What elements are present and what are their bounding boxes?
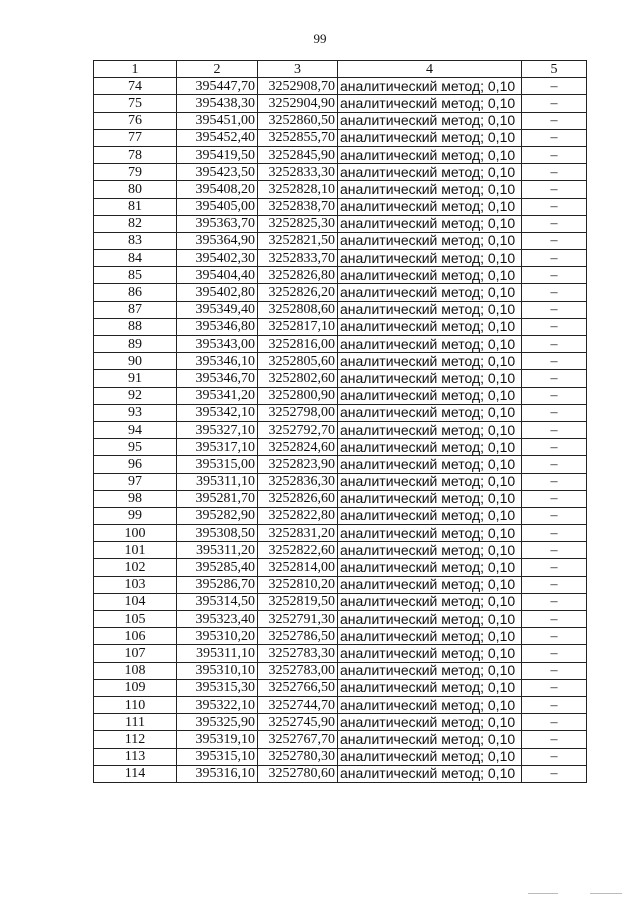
table-row [94, 611, 587, 628]
cell-method-accuracy: аналитический метод; 0,10 [338, 576, 522, 593]
cell-y-coordinate: 3252791,30 [258, 611, 338, 628]
cell-y-coordinate: 3252814,00 [258, 559, 338, 576]
cell-method-accuracy: аналитический метод; 0,10 [338, 95, 522, 112]
cell-method-accuracy: аналитический метод; 0,10 [338, 232, 522, 249]
cell-description: – [522, 593, 587, 610]
cell-point-number: 95 [94, 439, 177, 456]
table-row [94, 404, 587, 421]
cell-y-coordinate: 3252744,70 [258, 696, 338, 713]
cell-y-coordinate: 3252833,70 [258, 250, 338, 267]
cell-method-accuracy: аналитический метод; 0,10 [338, 714, 522, 731]
cell-method-accuracy: аналитический метод; 0,10 [338, 542, 522, 559]
cell-method-accuracy: аналитический метод; 0,10 [338, 404, 522, 421]
cell-y-coordinate: 3252780,60 [258, 765, 338, 782]
cell-description: – [522, 662, 587, 679]
cell-y-coordinate: 3252824,60 [258, 439, 338, 456]
cell-description: – [522, 387, 587, 404]
cell-y-coordinate: 3252823,90 [258, 456, 338, 473]
cell-point-number: 113 [94, 748, 177, 765]
cell-point-number: 93 [94, 404, 177, 421]
page-number: 99 [313, 31, 327, 46]
cell-method-accuracy: аналитический метод; 0,10 [338, 301, 522, 318]
cell-point-number: 80 [94, 181, 177, 198]
cell-description: – [522, 404, 587, 421]
cell-x-coordinate: 395285,40 [177, 559, 258, 576]
cell-x-coordinate: 395311,10 [177, 645, 258, 662]
cell-point-number: 96 [94, 456, 177, 473]
cell-x-coordinate: 395405,00 [177, 198, 258, 215]
cell-point-number: 107 [94, 645, 177, 662]
cell-method-accuracy: аналитический метод; 0,10 [338, 507, 522, 524]
cell-method-accuracy: аналитический метод; 0,10 [338, 679, 522, 696]
table-row [94, 129, 587, 146]
cell-point-number: 84 [94, 250, 177, 267]
table-row [94, 679, 587, 696]
cell-x-coordinate: 395342,10 [177, 404, 258, 421]
column-header-x-coordinate: 2 [177, 61, 258, 78]
cell-description: – [522, 765, 587, 782]
cell-method-accuracy: аналитический метод; 0,10 [338, 439, 522, 456]
cell-point-number: 75 [94, 95, 177, 112]
cell-method-accuracy: аналитический метод; 0,10 [338, 146, 522, 163]
cell-x-coordinate: 395451,00 [177, 112, 258, 129]
cell-method-accuracy: аналитический метод; 0,10 [338, 525, 522, 542]
cell-description: – [522, 301, 587, 318]
cell-method-accuracy: аналитический метод; 0,10 [338, 662, 522, 679]
cell-point-number: 86 [94, 284, 177, 301]
cell-y-coordinate: 3252766,50 [258, 679, 338, 696]
table-row [94, 215, 587, 232]
cell-x-coordinate: 395282,90 [177, 507, 258, 524]
cell-description: – [522, 421, 587, 438]
cell-method-accuracy: аналитический метод; 0,10 [338, 559, 522, 576]
cell-description: – [522, 353, 587, 370]
cell-x-coordinate: 395323,40 [177, 611, 258, 628]
cell-description: – [522, 250, 587, 267]
table-row [94, 645, 587, 662]
cell-point-number: 92 [94, 387, 177, 404]
cell-description: – [522, 198, 587, 215]
cell-description: – [522, 490, 587, 507]
column-header-method-accuracy: 4 [338, 61, 522, 78]
cell-point-number: 99 [94, 507, 177, 524]
cell-point-number: 106 [94, 628, 177, 645]
cell-point-number: 114 [94, 765, 177, 782]
column-header-description: 5 [522, 61, 587, 78]
cell-y-coordinate: 3252819,50 [258, 593, 338, 610]
cell-x-coordinate: 395315,10 [177, 748, 258, 765]
cell-y-coordinate: 3252822,60 [258, 542, 338, 559]
cell-point-number: 104 [94, 593, 177, 610]
table-row [94, 387, 587, 404]
cell-x-coordinate: 395419,50 [177, 146, 258, 163]
table-row [94, 198, 587, 215]
cell-y-coordinate: 3252802,60 [258, 370, 338, 387]
cell-description: – [522, 714, 587, 731]
cell-y-coordinate: 3252836,30 [258, 473, 338, 490]
cell-y-coordinate: 3252792,70 [258, 421, 338, 438]
cell-point-number: 112 [94, 731, 177, 748]
cell-point-number: 83 [94, 232, 177, 249]
cell-description: – [522, 370, 587, 387]
table-row [94, 714, 587, 731]
cell-description: – [522, 628, 587, 645]
cell-method-accuracy: аналитический метод; 0,10 [338, 336, 522, 353]
cell-point-number: 81 [94, 198, 177, 215]
cell-method-accuracy: аналитический метод; 0,10 [338, 731, 522, 748]
cell-method-accuracy: аналитический метод; 0,10 [338, 421, 522, 438]
cell-y-coordinate: 3252810,20 [258, 576, 338, 593]
cell-method-accuracy: аналитический метод; 0,10 [338, 267, 522, 284]
cell-method-accuracy: аналитический метод; 0,10 [338, 611, 522, 628]
table-row [94, 490, 587, 507]
cell-x-coordinate: 395310,10 [177, 662, 258, 679]
table-row [94, 112, 587, 129]
cell-y-coordinate: 3252783,00 [258, 662, 338, 679]
cell-point-number: 82 [94, 215, 177, 232]
cell-x-coordinate: 395452,40 [177, 129, 258, 146]
cell-y-coordinate: 3252808,60 [258, 301, 338, 318]
cell-point-number: 101 [94, 542, 177, 559]
table-row [94, 146, 587, 163]
table-row [94, 507, 587, 524]
cell-description: – [522, 112, 587, 129]
cell-point-number: 102 [94, 559, 177, 576]
cell-point-number: 111 [94, 714, 177, 731]
cell-description: – [522, 215, 587, 232]
cell-x-coordinate: 395315,00 [177, 456, 258, 473]
cell-x-coordinate: 395310,20 [177, 628, 258, 645]
table-row [94, 731, 587, 748]
table-row [94, 628, 587, 645]
cell-y-coordinate: 3252786,50 [258, 628, 338, 645]
cell-x-coordinate: 395286,70 [177, 576, 258, 593]
column-header-y-coordinate: 3 [258, 61, 338, 78]
cell-x-coordinate: 395314,50 [177, 593, 258, 610]
table-row [94, 576, 587, 593]
scan-artifact [528, 893, 558, 894]
cell-description: – [522, 542, 587, 559]
table-row [94, 301, 587, 318]
cell-method-accuracy: аналитический метод; 0,10 [338, 387, 522, 404]
cell-description: – [522, 232, 587, 249]
cell-point-number: 97 [94, 473, 177, 490]
cell-description: – [522, 559, 587, 576]
cell-y-coordinate: 3252826,80 [258, 267, 338, 284]
table-row [94, 456, 587, 473]
cell-description: – [522, 181, 587, 198]
cell-point-number: 108 [94, 662, 177, 679]
scan-artifact [590, 893, 622, 894]
cell-x-coordinate: 395402,80 [177, 284, 258, 301]
table-row [94, 284, 587, 301]
cell-x-coordinate: 395327,10 [177, 421, 258, 438]
cell-point-number: 110 [94, 696, 177, 713]
cell-y-coordinate: 3252825,30 [258, 215, 338, 232]
cell-method-accuracy: аналитический метод; 0,10 [338, 129, 522, 146]
cell-method-accuracy: аналитический метод; 0,10 [338, 78, 522, 95]
cell-point-number: 94 [94, 421, 177, 438]
table-row [94, 765, 587, 782]
cell-x-coordinate: 395346,10 [177, 353, 258, 370]
cell-method-accuracy: аналитический метод; 0,10 [338, 164, 522, 181]
cell-y-coordinate: 3252845,90 [258, 146, 338, 163]
cell-x-coordinate: 395311,20 [177, 542, 258, 559]
cell-description: – [522, 473, 587, 490]
table-row [94, 181, 587, 198]
cell-method-accuracy: аналитический метод; 0,10 [338, 490, 522, 507]
cell-description: – [522, 645, 587, 662]
cell-description: – [522, 164, 587, 181]
cell-description: – [522, 748, 587, 765]
cell-point-number: 74 [94, 78, 177, 95]
cell-description: – [522, 611, 587, 628]
cell-x-coordinate: 395317,10 [177, 439, 258, 456]
cell-x-coordinate: 395322,10 [177, 696, 258, 713]
table-row [94, 95, 587, 112]
cell-y-coordinate: 3252817,10 [258, 318, 338, 335]
cell-y-coordinate: 3252783,30 [258, 645, 338, 662]
cell-y-coordinate: 3252767,70 [258, 731, 338, 748]
cell-x-coordinate: 395341,20 [177, 387, 258, 404]
cell-point-number: 90 [94, 353, 177, 370]
cell-x-coordinate: 395447,70 [177, 78, 258, 95]
table-row [94, 370, 587, 387]
table-row [94, 439, 587, 456]
cell-point-number: 85 [94, 267, 177, 284]
table-row [94, 421, 587, 438]
cell-point-number: 103 [94, 576, 177, 593]
cell-description: – [522, 267, 587, 284]
cell-point-number: 109 [94, 679, 177, 696]
cell-description: – [522, 95, 587, 112]
cell-point-number: 91 [94, 370, 177, 387]
cell-point-number: 89 [94, 336, 177, 353]
cell-y-coordinate: 3252826,60 [258, 490, 338, 507]
cell-point-number: 78 [94, 146, 177, 163]
table-row [94, 164, 587, 181]
cell-x-coordinate: 395438,30 [177, 95, 258, 112]
cell-x-coordinate: 395402,30 [177, 250, 258, 267]
cell-point-number: 100 [94, 525, 177, 542]
cell-point-number: 76 [94, 112, 177, 129]
cell-description: – [522, 146, 587, 163]
cell-y-coordinate: 3252828,10 [258, 181, 338, 198]
table-row [94, 473, 587, 490]
table-row [94, 353, 587, 370]
table-row [94, 593, 587, 610]
cell-description: – [522, 284, 587, 301]
table-row [94, 267, 587, 284]
cell-method-accuracy: аналитический метод; 0,10 [338, 215, 522, 232]
cell-y-coordinate: 3252908,70 [258, 78, 338, 95]
cell-description: – [522, 525, 587, 542]
cell-x-coordinate: 395346,70 [177, 370, 258, 387]
cell-x-coordinate: 395343,00 [177, 336, 258, 353]
cell-point-number: 79 [94, 164, 177, 181]
cell-method-accuracy: аналитический метод; 0,10 [338, 456, 522, 473]
cell-x-coordinate: 395423,50 [177, 164, 258, 181]
cell-description: – [522, 507, 587, 524]
cell-method-accuracy: аналитический метод; 0,10 [338, 696, 522, 713]
cell-x-coordinate: 395315,30 [177, 679, 258, 696]
cell-method-accuracy: аналитический метод; 0,10 [338, 645, 522, 662]
cell-x-coordinate: 395311,10 [177, 473, 258, 490]
cell-method-accuracy: аналитический метод; 0,10 [338, 593, 522, 610]
cell-y-coordinate: 3252805,60 [258, 353, 338, 370]
cell-description: – [522, 731, 587, 748]
cell-description: – [522, 456, 587, 473]
table-row [94, 78, 587, 95]
cell-method-accuracy: аналитический метод; 0,10 [338, 181, 522, 198]
cell-x-coordinate: 395408,20 [177, 181, 258, 198]
cell-x-coordinate: 395316,10 [177, 765, 258, 782]
cell-y-coordinate: 3252821,50 [258, 232, 338, 249]
table-row [94, 336, 587, 353]
table-row [94, 542, 587, 559]
cell-description: – [522, 129, 587, 146]
cell-point-number: 88 [94, 318, 177, 335]
cell-y-coordinate: 3252800,90 [258, 387, 338, 404]
cell-y-coordinate: 3252826,20 [258, 284, 338, 301]
cell-method-accuracy: аналитический метод; 0,10 [338, 628, 522, 645]
cell-method-accuracy: аналитический метод; 0,10 [338, 198, 522, 215]
cell-x-coordinate: 395319,10 [177, 731, 258, 748]
cell-point-number: 105 [94, 611, 177, 628]
table-row [94, 748, 587, 765]
coordinates-table [93, 60, 587, 783]
table-row [94, 525, 587, 542]
cell-x-coordinate: 395364,90 [177, 232, 258, 249]
table-row [94, 696, 587, 713]
cell-x-coordinate: 395349,40 [177, 301, 258, 318]
cell-x-coordinate: 395308,50 [177, 525, 258, 542]
cell-y-coordinate: 3252745,90 [258, 714, 338, 731]
cell-method-accuracy: аналитический метод; 0,10 [338, 353, 522, 370]
cell-y-coordinate: 3252860,50 [258, 112, 338, 129]
table-row [94, 232, 587, 249]
cell-method-accuracy: аналитический метод; 0,10 [338, 284, 522, 301]
table-row [94, 662, 587, 679]
cell-description: – [522, 439, 587, 456]
cell-x-coordinate: 395281,70 [177, 490, 258, 507]
cell-y-coordinate: 3252855,70 [258, 129, 338, 146]
cell-description: – [522, 318, 587, 335]
table-header-row [94, 61, 587, 78]
cell-y-coordinate: 3252798,00 [258, 404, 338, 421]
cell-y-coordinate: 3252816,00 [258, 336, 338, 353]
cell-method-accuracy: аналитический метод; 0,10 [338, 318, 522, 335]
table-row [94, 559, 587, 576]
cell-description: – [522, 78, 587, 95]
cell-y-coordinate: 3252838,70 [258, 198, 338, 215]
table-row [94, 318, 587, 335]
cell-method-accuracy: аналитический метод; 0,10 [338, 748, 522, 765]
cell-description: – [522, 679, 587, 696]
cell-point-number: 87 [94, 301, 177, 318]
cell-method-accuracy: аналитический метод; 0,10 [338, 765, 522, 782]
cell-x-coordinate: 395325,90 [177, 714, 258, 731]
cell-method-accuracy: аналитический метод; 0,10 [338, 473, 522, 490]
cell-y-coordinate: 3252833,30 [258, 164, 338, 181]
column-header-point-number: 1 [94, 61, 177, 78]
cell-point-number: 77 [94, 129, 177, 146]
cell-method-accuracy: аналитический метод; 0,10 [338, 112, 522, 129]
cell-point-number: 98 [94, 490, 177, 507]
cell-x-coordinate: 395346,80 [177, 318, 258, 335]
cell-method-accuracy: аналитический метод; 0,10 [338, 250, 522, 267]
cell-description: – [522, 696, 587, 713]
cell-y-coordinate: 3252822,80 [258, 507, 338, 524]
cell-y-coordinate: 3252831,20 [258, 525, 338, 542]
cell-method-accuracy: аналитический метод; 0,10 [338, 370, 522, 387]
cell-description: – [522, 576, 587, 593]
cell-y-coordinate: 3252904,90 [258, 95, 338, 112]
table-row [94, 250, 587, 267]
cell-x-coordinate: 395363,70 [177, 215, 258, 232]
cell-x-coordinate: 395404,40 [177, 267, 258, 284]
cell-description: – [522, 336, 587, 353]
cell-y-coordinate: 3252780,30 [258, 748, 338, 765]
